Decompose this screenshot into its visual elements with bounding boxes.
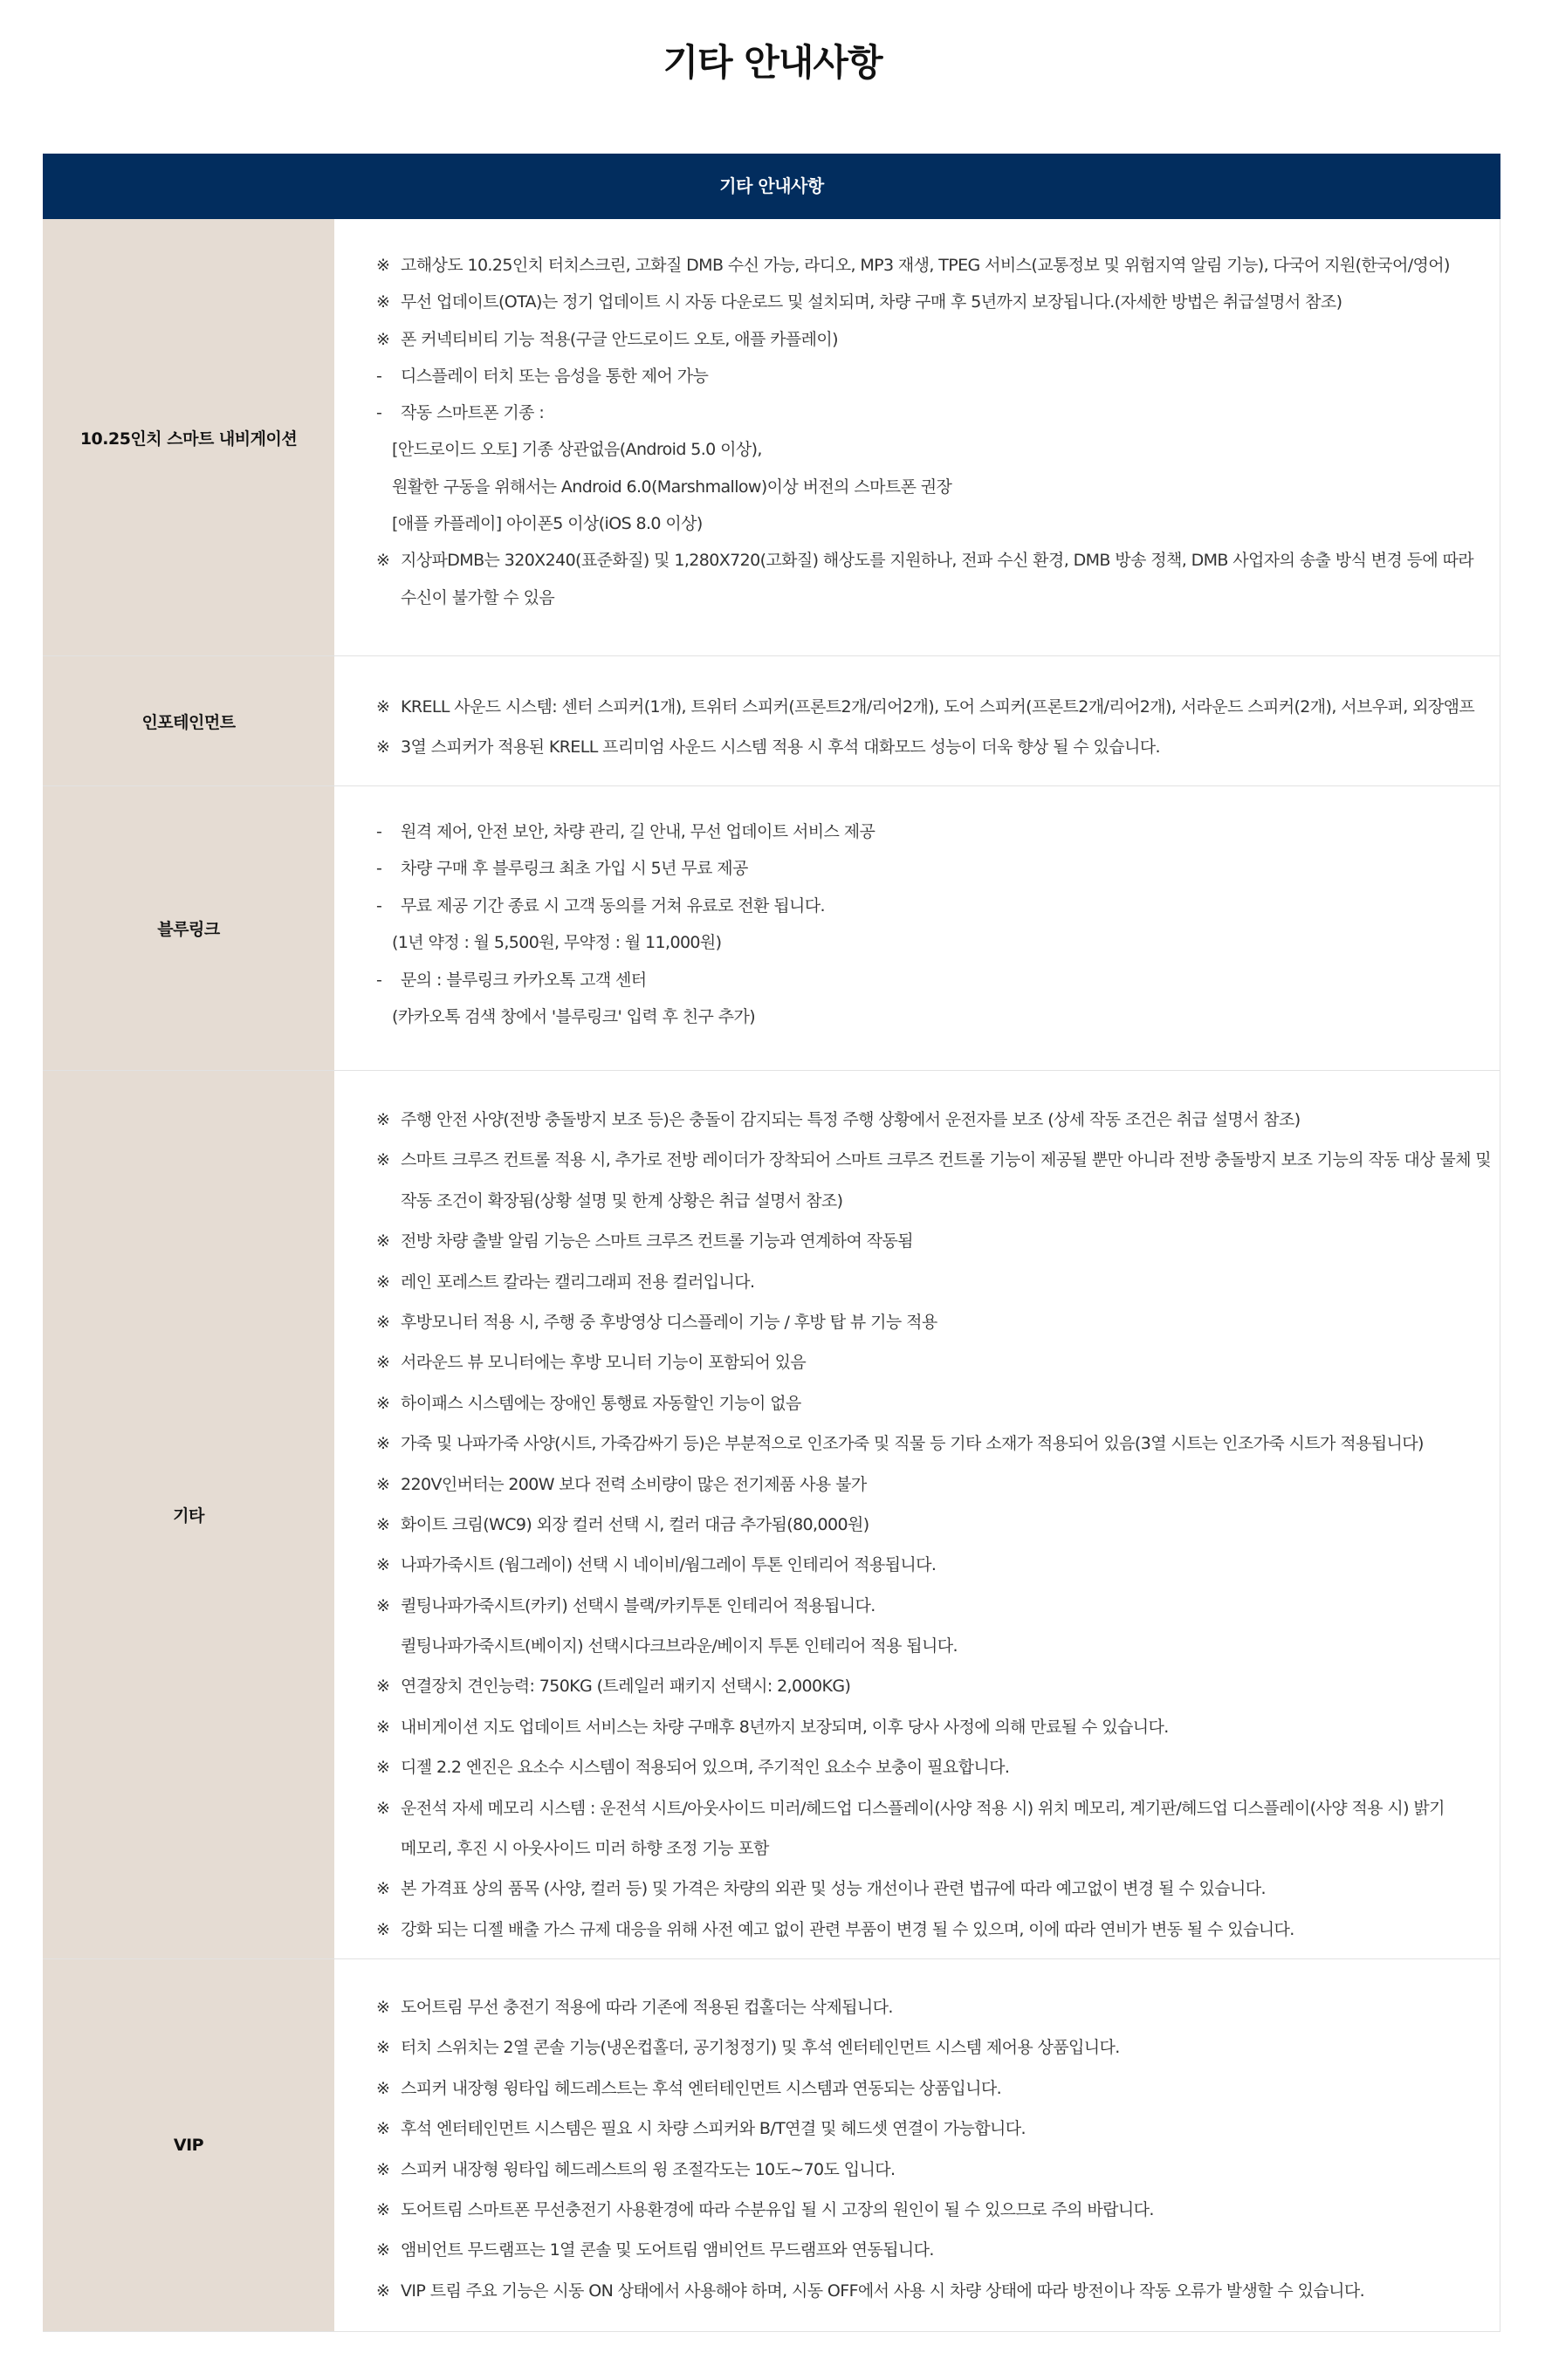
note-text: 퀼팅나파가죽시트(베이지) 선택시다크브라운/베이지 투톤 인테리어 적용 됩니다. bbox=[401, 1636, 958, 1656]
note-text: 220V인버터는 200W 보다 전력 소비량이 많은 전기제품 사용 불가 bbox=[401, 1474, 867, 1494]
note-text: 폰 커넥티비티 기능 적용(구글 안드로이드 오토, 애플 카플레이) bbox=[401, 329, 838, 349]
note-line bbox=[376, 505, 1482, 542]
note-text: 도어트림 스마트폰 무선충전기 사용환경에 따라 수분유입 될 시 고장의 원인이 될 수 있으므로 주의 바랍니다. bbox=[401, 2199, 1154, 2219]
note-text: 도어트림 무선 충전기 적용에 따라 기존에 적용된 컵홀더는 삭제됩니다. bbox=[401, 1998, 893, 2017]
reference-mark: ※ bbox=[376, 1677, 390, 1697]
info-section bbox=[43, 786, 1500, 1071]
note-text: 화이트 크림(WC9) 외장 컬러 선택 시, 컬러 대금 추가됨(80,000원) bbox=[401, 1514, 869, 1534]
reference-mark: ※ bbox=[376, 1434, 390, 1454]
note-line bbox=[376, 1586, 1491, 1626]
reference-mark: ※ bbox=[376, 2159, 390, 2179]
note-line bbox=[376, 394, 1482, 431]
section-label: 기타 bbox=[43, 1071, 334, 1958]
note-text: 3열 스피커가 적용된 KRELL 프리미엄 사운드 시스템 적용 시 후석 대화모드 성능이 더욱 향상 될 수 있습니다. bbox=[401, 737, 1160, 757]
reference-mark: ※ bbox=[376, 1393, 390, 1413]
note-line bbox=[376, 998, 1482, 1035]
reference-mark: ※ bbox=[376, 1758, 390, 1778]
section-label: 블루링크 bbox=[43, 786, 334, 1070]
note-line bbox=[376, 1869, 1491, 1909]
note-line bbox=[376, 2027, 1482, 2068]
note-line bbox=[376, 2271, 1482, 2311]
reference-mark: ※ bbox=[376, 1717, 390, 1737]
note-text: 앰비언트 무드램프는 1열 콘솔 및 도어트림 앰비언트 무드램프와 연동됩니다. bbox=[401, 2240, 934, 2260]
bullet-dash: - bbox=[376, 859, 382, 879]
info-section bbox=[43, 1959, 1500, 2332]
reference-mark: ※ bbox=[376, 1150, 390, 1170]
note-text: KRELL 사운드 시스템: 센터 스피커(1개), 트위터 스피커(프론트2개/리어2개), 도어 스피커(프론트2개/리어2개), 서라운드 스피커(2개), 서브우퍼, 외장앰프 bbox=[401, 697, 1475, 717]
table-header: 기타 안내사항 bbox=[43, 154, 1500, 219]
reference-mark: ※ bbox=[376, 292, 390, 312]
note-text: 원활한 구동을 위해서는 Android 6.0(Marshmallow)이상 버전의 스마트폰 권장 bbox=[392, 477, 952, 497]
info-section bbox=[43, 1071, 1500, 1959]
note-text: 나파가죽시트 (웜그레이) 선택 시 네이비/웜그레이 투톤 인테리어 적용됩니다. bbox=[401, 1555, 937, 1575]
reference-mark: ※ bbox=[376, 1231, 390, 1252]
reference-mark: ※ bbox=[376, 551, 390, 571]
note-text: 서라운드 뷰 모니터에는 후방 모니터 기능이 포함되어 있음 bbox=[401, 1353, 807, 1373]
note-line bbox=[376, 888, 1482, 924]
note-line bbox=[376, 2068, 1482, 2109]
note-line bbox=[376, 1262, 1491, 1302]
note-text: [애플 카플레이] 아이폰5 이상(iOS 8.0 이상) bbox=[392, 514, 703, 534]
note-text: 가죽 및 나파가죽 사양(시트, 가죽감싸기 등)은 부분적으로 인조가죽 및 직물 등 기타 소재가 적용되어 있음(3열 시트는 인조가죽 시트가 적용됩니다) bbox=[401, 1434, 1424, 1454]
note-line bbox=[376, 431, 1482, 468]
note-line bbox=[376, 1302, 1491, 1342]
note-line bbox=[376, 1464, 1491, 1505]
note-text: 디스플레이 터치 또는 음성을 통한 제어 가능 bbox=[401, 366, 709, 386]
bullet-dash: - bbox=[376, 970, 382, 990]
reference-mark: ※ bbox=[376, 2199, 390, 2219]
note-line bbox=[376, 1181, 1491, 1221]
reference-mark: ※ bbox=[376, 1110, 390, 1129]
note-text: 스피커 내장형 윙타입 헤드레스트의 윙 조절각도는 10도~70도 입니다. bbox=[401, 2159, 896, 2179]
note-line bbox=[376, 469, 1482, 505]
note-line bbox=[376, 1987, 1482, 2027]
reference-mark: ※ bbox=[376, 1353, 390, 1373]
note-text: 전방 차량 출발 알림 기능은 스마트 크루즈 컨트롤 기능과 연계하여 작동됨 bbox=[401, 1231, 914, 1252]
note-line bbox=[376, 687, 1482, 727]
info-section bbox=[43, 656, 1500, 786]
note-text: 터치 스위치는 2열 콘솔 기능(냉온컵홀더, 공기청정기) 및 후석 엔터테인먼트 시스템 제어용 상품입니다. bbox=[401, 2038, 1120, 2058]
note-text: 스피커 내장형 윙타입 헤드레스트는 후석 엔터테인먼트 시스템과 연동되는 상품입니다. bbox=[401, 2078, 1002, 2098]
note-line bbox=[376, 358, 1482, 394]
note-line bbox=[376, 850, 1482, 887]
reference-mark: ※ bbox=[376, 737, 390, 757]
note-text: 강화 되는 디젤 배출 가스 규제 대응을 위해 사전 예고 없이 관련 부품이 변경 될 수 있으며, 이에 따라 연비가 변동 될 수 있습니다. bbox=[401, 1919, 1294, 1939]
reference-mark: ※ bbox=[376, 2281, 390, 2301]
note-line bbox=[376, 813, 1482, 850]
note-text: 스마트 크루즈 컨트롤 적용 시, 추가로 전방 레이더가 장착되어 스마트 크루즈 컨트롤 기능이 제공될 뿐만 아니라 전방 충돌방지 보조 기능의 작동 대상 물체 및 bbox=[401, 1150, 1492, 1170]
reference-mark: ※ bbox=[376, 1312, 390, 1332]
table-body bbox=[43, 219, 1500, 2332]
section-content bbox=[334, 1071, 1508, 1958]
reference-mark: ※ bbox=[376, 1879, 390, 1899]
note-line bbox=[376, 1707, 1491, 1747]
note-text: 레인 포레스트 칼라는 캘리그래피 전용 컬러입니다. bbox=[401, 1272, 755, 1292]
note-line bbox=[376, 247, 1482, 284]
note-line bbox=[376, 1666, 1491, 1706]
note-line bbox=[376, 1100, 1491, 1140]
reference-mark: ※ bbox=[376, 1272, 390, 1292]
reference-mark: ※ bbox=[376, 1474, 390, 1494]
note-line bbox=[376, 2150, 1482, 2190]
bullet-dash: - bbox=[376, 366, 382, 386]
note-line bbox=[376, 962, 1482, 998]
section-label: 인포테인먼트 bbox=[43, 656, 334, 785]
note-text: 연결장치 견인능력: 750KG (트레일러 패키지 선택시: 2,000KG) bbox=[401, 1677, 851, 1697]
reference-mark: ※ bbox=[376, 697, 390, 717]
reference-mark: ※ bbox=[376, 2240, 390, 2260]
note-line bbox=[376, 2109, 1482, 2149]
note-line bbox=[376, 1626, 1491, 1666]
note-text: (카카오톡 검색 창에서 '블루링크' 입력 후 친구 추가) bbox=[392, 1006, 756, 1026]
note-line bbox=[376, 1140, 1491, 1180]
note-text: 무선 업데이트(OTA)는 정기 업데이트 시 자동 다운로드 및 설치되며, 차량 구매 후 5년까지 보장됩니다.(자세한 방법은 취급설명서 참조) bbox=[401, 292, 1342, 312]
note-line bbox=[376, 727, 1482, 767]
note-text: VIP 트림 주요 기능은 시동 ON 상태에서 사용해야 하며, 시동 OFF에서 사용 시 차량 상태에 따라 방전이나 작동 오류가 발생할 수 있습니다. bbox=[401, 2281, 1365, 2301]
note-text: (1년 약정 : 월 5,500원, 무약정 : 월 11,000원) bbox=[392, 933, 722, 953]
note-text: 후방모니터 적용 시, 주행 중 후방영상 디스플레이 기능 / 후방 탑 뷰 기능 적용 bbox=[401, 1312, 937, 1332]
note-line bbox=[376, 1383, 1491, 1423]
note-line bbox=[376, 1828, 1491, 1869]
note-text: 원격 제어, 안전 보안, 차량 관리, 길 안내, 무선 업데이트 서비스 제공 bbox=[401, 822, 876, 841]
reference-mark: ※ bbox=[376, 256, 390, 275]
reference-mark: ※ bbox=[376, 1798, 390, 1818]
note-text: 본 가격표 상의 품목 (사양, 컬러 등) 및 가격은 차량의 외관 및 성능 개선이나 관련 법규에 따라 예고없이 변경 될 수 있습니다. bbox=[401, 1879, 1266, 1899]
note-text: 주행 안전 사양(전방 충돌방지 보조 등)은 충돌이 감지되는 특정 주행 상황에서 운전자를 보조 (상세 작동 조건은 취급 설명서 참조) bbox=[401, 1110, 1301, 1129]
section-label: VIP bbox=[43, 1959, 334, 2331]
page-title: 기타 안내사항 bbox=[663, 41, 882, 84]
note-line bbox=[376, 2230, 1482, 2270]
note-line bbox=[376, 284, 1482, 320]
section-content bbox=[334, 1959, 1500, 2331]
note-text: 작동 조건이 확장됨(상황 설명 및 한계 상황은 취급 설명서 참조) bbox=[401, 1190, 843, 1211]
section-content bbox=[334, 219, 1500, 655]
note-text: 운전석 자세 메모리 시스템 : 운전석 시트/아웃사이드 미러/헤드업 디스플레이(사양 적용 시) 위치 메모리, 계기판/헤드업 디스플레이(사양 적용 시) 밝기 bbox=[401, 1798, 1445, 1818]
note-text: 문의 : 블루링크 카카오톡 고객 센터 bbox=[401, 970, 647, 990]
bullet-dash: - bbox=[376, 822, 382, 841]
section-content bbox=[334, 786, 1500, 1070]
reference-mark: ※ bbox=[376, 2078, 390, 2098]
note-line bbox=[376, 1423, 1491, 1464]
note-text: 작동 스마트폰 기종 : bbox=[401, 403, 545, 423]
note-text: 내비게이션 지도 업데이트 서비스는 차량 구매후 8년까지 보장되며, 이후 당사 사정에 의해 만료될 수 있습니다. bbox=[401, 1717, 1169, 1737]
note-text: 하이패스 시스템에는 장애인 통행료 자동할인 기능이 없음 bbox=[401, 1393, 801, 1413]
info-section bbox=[43, 219, 1500, 656]
note-text: 무료 제공 기간 종료 시 고객 동의를 거쳐 유료로 전환 됩니다. bbox=[401, 895, 825, 916]
reference-mark: ※ bbox=[376, 2119, 390, 2139]
note-text: 지상파DMB는 320X240(표준화질) 및 1,280X720(고화질) 해상도를 지원하나, 전파 수신 환경, DMB 방송 정책, DMB 사업자의 송출 방식 변경 등에 따라 bbox=[401, 551, 1474, 571]
note-text: 차량 구매 후 블루링크 최초 가입 시 5년 무료 제공 bbox=[401, 859, 748, 879]
reference-mark: ※ bbox=[376, 1555, 390, 1575]
note-text: 수신이 불가할 수 있음 bbox=[401, 587, 555, 607]
note-line bbox=[376, 1342, 1491, 1382]
note-text: 후석 엔터테인먼트 시스템은 필요 시 차량 스피커와 B/T연결 및 헤드셋 연결이 가능합니다. bbox=[401, 2119, 1026, 2139]
reference-mark: ※ bbox=[376, 1919, 390, 1939]
reference-mark: ※ bbox=[376, 329, 390, 349]
section-content bbox=[334, 656, 1500, 785]
note-text: 디젤 2.2 엔진은 요소수 시스템이 적용되어 있으며, 주기적인 요소수 보충이 필요합니다. bbox=[401, 1758, 1010, 1778]
reference-mark: ※ bbox=[376, 1595, 390, 1615]
bullet-dash: - bbox=[376, 895, 382, 916]
note-line bbox=[376, 1545, 1491, 1585]
note-text: 메모리, 후진 시 아웃사이드 미러 하향 조정 기능 포함 bbox=[401, 1839, 769, 1859]
section-label: 10.25인치 스마트 내비게이션 bbox=[43, 219, 334, 655]
note-line bbox=[376, 1505, 1491, 1545]
note-text: [안드로이드 오토] 기종 상관없음(Android 5.0 이상), bbox=[392, 440, 762, 460]
note-line bbox=[376, 1221, 1491, 1261]
reference-mark: ※ bbox=[376, 2038, 390, 2058]
bullet-dash: - bbox=[376, 403, 382, 423]
reference-mark: ※ bbox=[376, 1998, 390, 2017]
note-line bbox=[376, 580, 1482, 616]
reference-mark: ※ bbox=[376, 1514, 390, 1534]
note-line bbox=[376, 1747, 1491, 1787]
note-text: 퀼팅나파가죽시트(카키) 선택시 블랙/카키투톤 인테리어 적용됩니다. bbox=[401, 1595, 876, 1615]
note-line bbox=[376, 321, 1482, 358]
note-text: 고해상도 10.25인치 터치스크린, 고화질 DMB 수신 가능, 라디오, MP3 재생, TPEG 서비스(교통정보 및 위험지역 알림 기능), 다국어 지원(한국어/영어) bbox=[401, 256, 1450, 275]
note-line bbox=[376, 924, 1482, 961]
info-table bbox=[43, 154, 1500, 2332]
note-line bbox=[376, 1910, 1491, 1950]
note-line bbox=[376, 542, 1482, 579]
note-line bbox=[376, 1788, 1491, 1828]
note-line bbox=[376, 2190, 1482, 2230]
